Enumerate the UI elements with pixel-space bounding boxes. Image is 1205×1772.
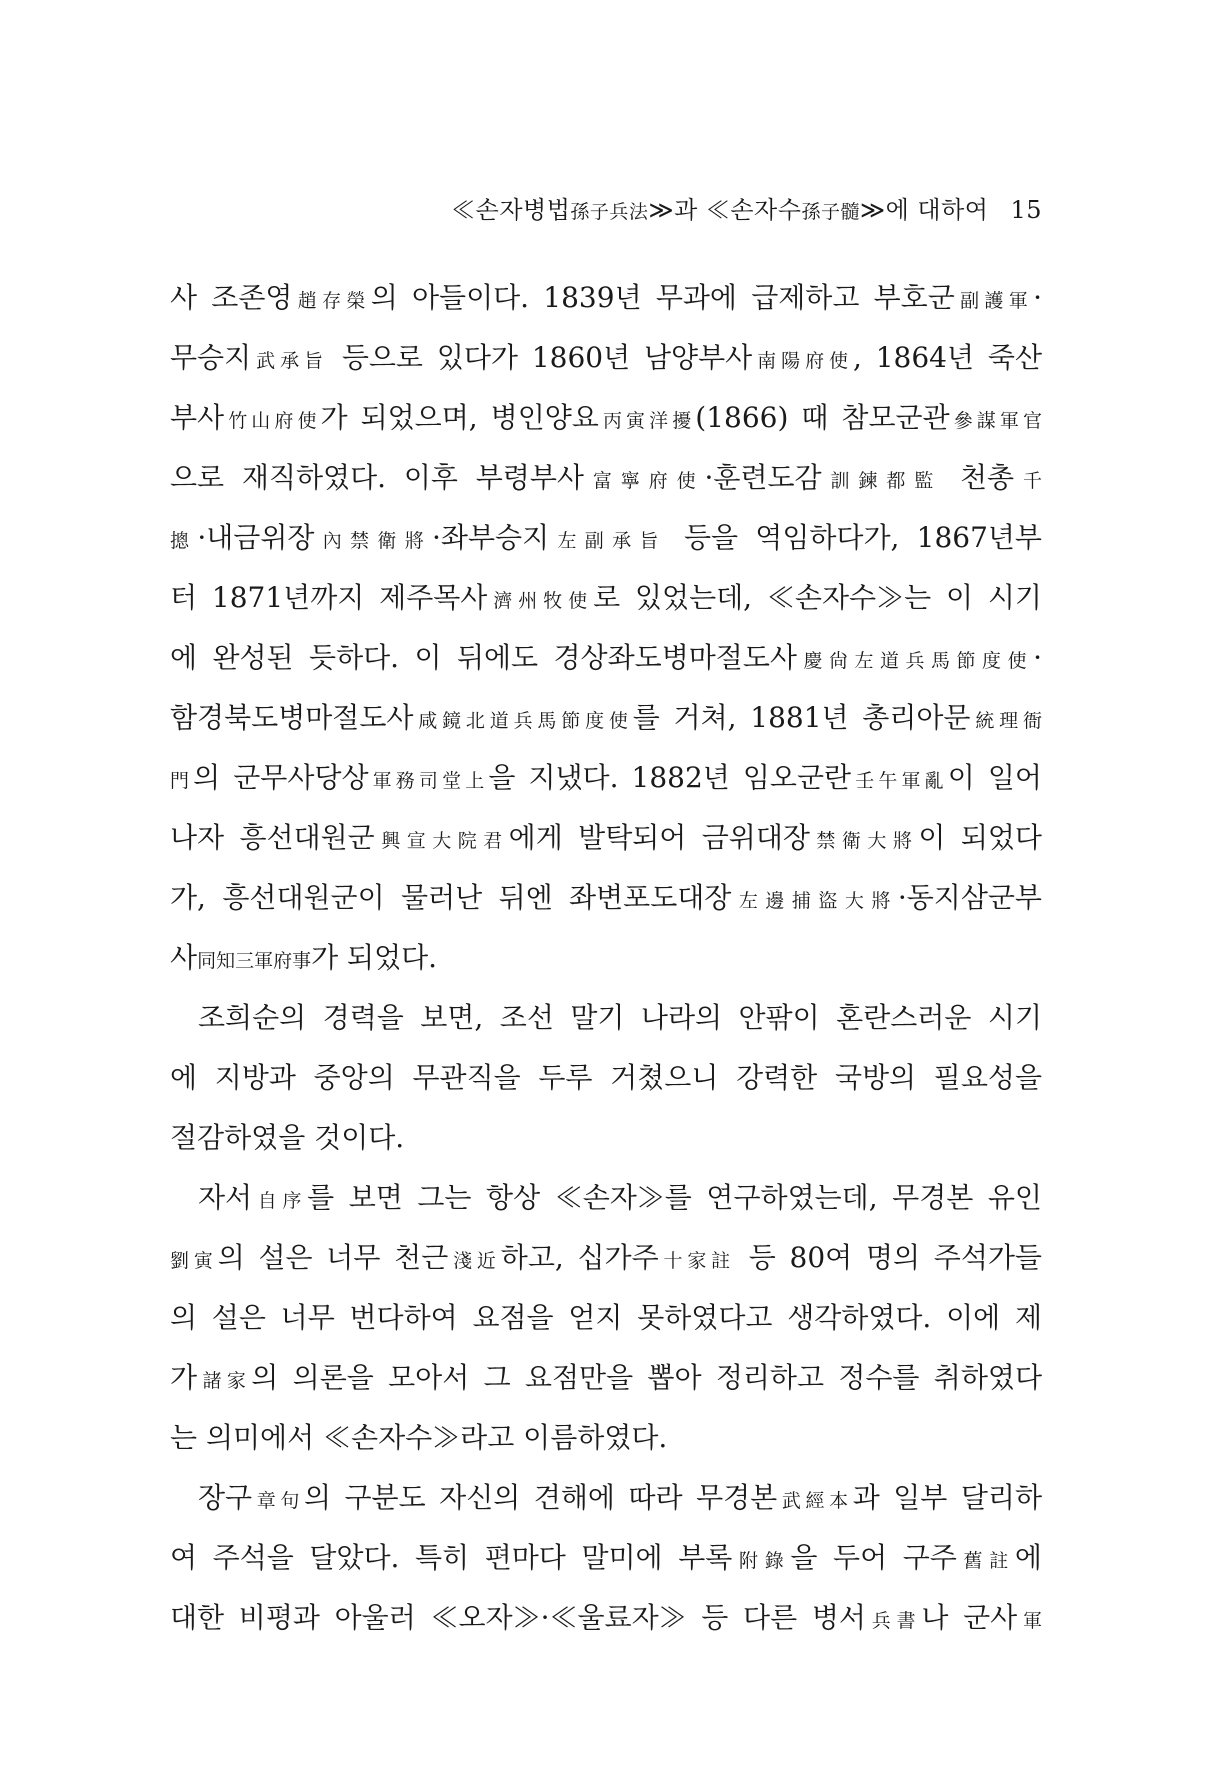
hanja-gloss: 章句 <box>252 1490 304 1512</box>
text-line: 門의 군무사당상軍務司堂上을 지냈다. 1882년 임오군란壬午軍亂이 일어 <box>170 761 1042 794</box>
text-line: 사 조존영趙存榮의 아들이다. 1839년 무과에 급제하고 부호군副護軍· <box>170 281 1042 314</box>
text-line: 함경북도병마절도사咸鏡北道兵馬節度使를 거쳐, 1881년 총리아문統理衙 <box>170 701 1042 734</box>
text-line: 사同知三軍府事가 되었다. <box>170 941 438 974</box>
text-line: 절감하였을 것이다. <box>170 1121 405 1154</box>
text-line: 의 설은 너무 번다하여 요점을 얻지 못하였다고 생각하였다. 이에 제 <box>170 1301 1042 1334</box>
text-line: 에 완성된 듯하다. 이 뒤에도 경상좌도병마절도사慶尙左道兵馬節度使· <box>170 641 1042 674</box>
hanja-gloss: 慶尙左道兵馬節度使 <box>796 650 1034 672</box>
hanja-gloss: 軍 <box>1017 1610 1042 1632</box>
hanja-gloss: 副護軍 <box>954 290 1034 312</box>
hanja-gloss: 丙寅洋擾 <box>598 410 696 432</box>
hanja-gloss: 禁衛大將 <box>809 830 919 852</box>
hanja-gloss: 趙存榮 <box>292 290 371 312</box>
text-line: 에 지방과 중앙의 무관직을 두루 거쳤으니 강력한 국방의 필요성을 <box>170 1061 1042 1094</box>
hanja-gloss: 竹山府使 <box>224 410 321 432</box>
hanja-gloss: 孫子兵法 <box>570 201 649 223</box>
hanja-gloss: 孫子髓 <box>801 201 860 223</box>
hanja-gloss: 摠 <box>170 530 198 552</box>
hanja-gloss: 內禁衛將 <box>314 530 433 552</box>
hanja-gloss: 興宣大院君 <box>374 830 509 852</box>
hanja-gloss: 武經本 <box>777 1490 853 1512</box>
hanja-gloss: 兵書 <box>865 1610 922 1632</box>
running-header <box>170 190 1042 225</box>
text-line: 장구章句의 구분도 자신의 견해에 따라 무경본武經本과 일부 달리하 <box>198 1481 1042 1514</box>
hanja-gloss: 左邊捕盜大將 <box>731 890 898 912</box>
text-line: 가, 흥선대원군이 물러난 뒤엔 좌변포도대장左邊捕盜大將·동지삼군부 <box>170 881 1042 914</box>
hanja-gloss: 自序 <box>252 1190 308 1212</box>
hanja-gloss: 諸家 <box>197 1370 252 1392</box>
hanja-gloss: 濟州牧使 <box>487 590 594 612</box>
hanja-gloss: 附錄 <box>732 1550 791 1572</box>
hanja-gloss: 舊註 <box>956 1550 1015 1572</box>
text-line: 摠·내금위장內禁衛將·좌부승지左副承旨 등을 역임하다가, 1867년부 <box>170 521 1042 554</box>
hanja-gloss: 壬午軍亂 <box>851 770 948 792</box>
text-line: 으로 재직하였다. 이후 부령부사富寧府使·훈련도감訓鍊都監 천총千 <box>170 461 1042 494</box>
hanja-gloss: 訓鍊都監 <box>821 470 943 492</box>
hanja-gloss: 門 <box>170 770 194 792</box>
hanja-gloss: 統理衙 <box>970 710 1042 732</box>
text-line: 劉寅의 설은 너무 천근淺近하고, 십가주十家註 등 80여 명의 주석가들 <box>170 1241 1042 1274</box>
text-line: 여 주석을 달았다. 특히 편마다 말미에 부록附錄을 두어 구주舊註에 <box>170 1541 1042 1574</box>
page-number: 15 <box>1010 196 1042 224</box>
hanja-gloss: 同知三軍府事 <box>197 950 312 972</box>
text-line: 대한 비평과 아울러 ≪오자≫·≪울료자≫ 등 다른 병서兵書나 군사軍 <box>170 1601 1042 1634</box>
hanja-gloss: 參謀軍官 <box>949 410 1042 432</box>
hanja-gloss: 咸鏡北道兵馬節度使 <box>413 710 633 732</box>
hanja-gloss: 千 <box>1014 470 1042 492</box>
hanja-gloss: 軍務司堂上 <box>368 770 489 792</box>
text-line: 터 1871년까지 제주목사濟州牧使로 있었는데, ≪손자수≫는 이 시기 <box>170 581 1042 614</box>
text-line: 자서自序를 보면 그는 항상 ≪손자≫를 연구하였는데, 무경본 유인 <box>198 1181 1042 1214</box>
hanja-gloss: 淺近 <box>448 1250 501 1272</box>
hanja-gloss: 富寧府使 <box>583 470 705 492</box>
hanja-gloss: 十家註 <box>658 1250 736 1272</box>
running-title: ≪손자병법孫子兵法≫과 ≪손자수孫子髓≫에 대하여 <box>451 196 989 224</box>
text-line: 무승지武承旨 등으로 있다가 1860년 남양부사南陽府使, 1864년 죽산 <box>170 341 1042 374</box>
text-line: 가諸家의 의론을 모아서 그 요점만을 뽑아 정리하고 정수를 취하였다 <box>170 1361 1042 1394</box>
text-line: 나자 흥선대원군興宣大院君에게 발탁되어 금위대장禁衛大將이 되었다 <box>170 821 1042 854</box>
hanja-gloss: 武承旨 <box>251 350 328 372</box>
text-line: 는 의미에서 ≪손자수≫라고 이름하였다. <box>170 1421 668 1454</box>
hanja-gloss: 左副承旨 <box>549 530 667 552</box>
body-text <box>170 268 1042 1648</box>
hanja-gloss: 南陽府使 <box>752 350 853 372</box>
text-line: 부사竹山府使가 되었으며, 병인양요丙寅洋擾(1866) 때 참모군관參謀軍官 <box>170 401 1042 434</box>
text-line: 조희순의 경력을 보면, 조선 말기 나라의 안팎이 혼란스러운 시기 <box>198 1001 1042 1034</box>
hanja-gloss: 劉寅 <box>170 1250 218 1272</box>
